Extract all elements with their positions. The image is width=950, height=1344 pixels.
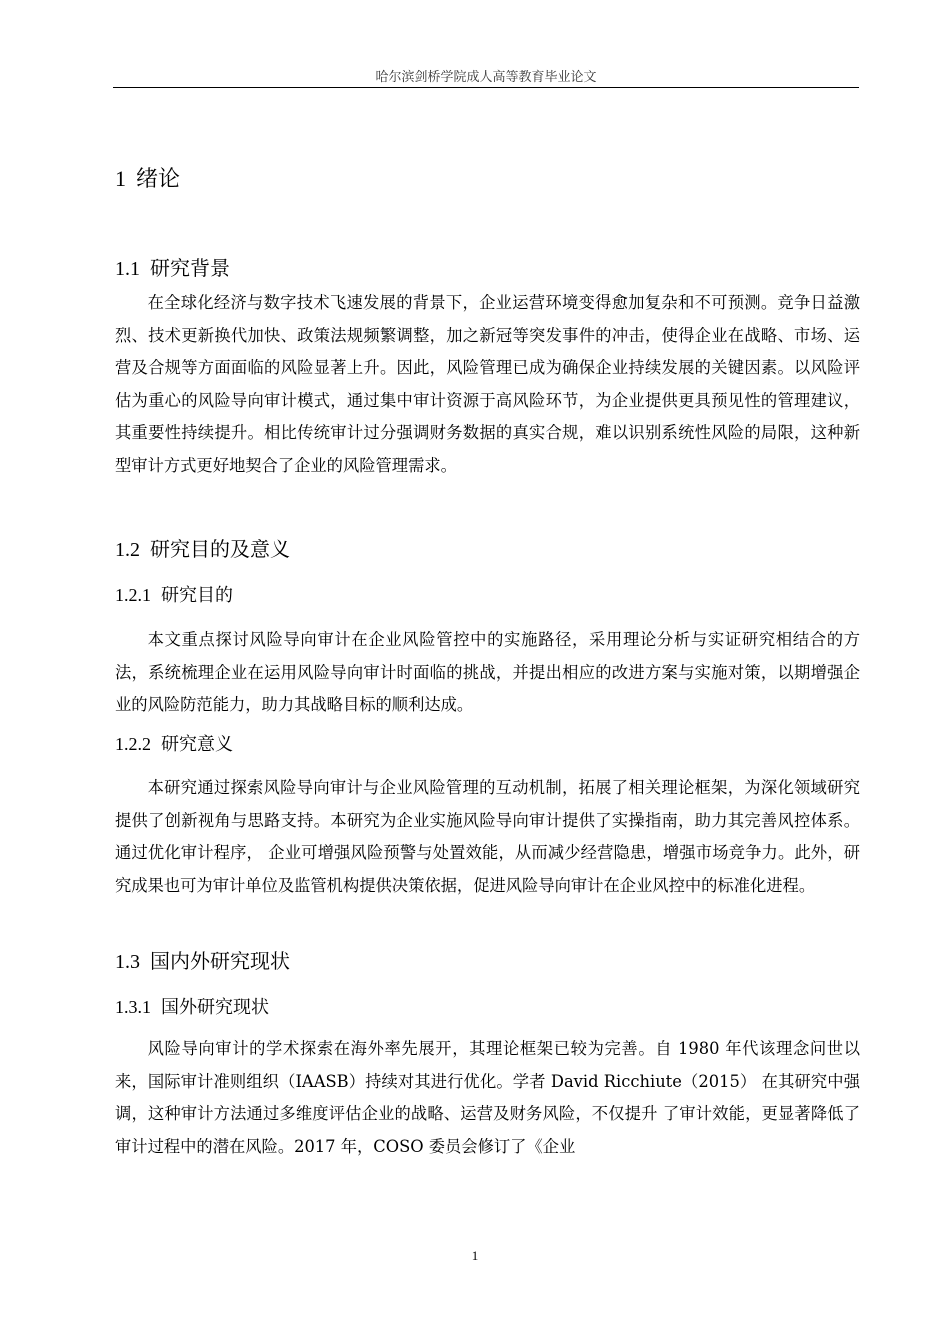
subsection-number: 1.2.1 <box>115 585 151 605</box>
subsection-title: 研究目的 <box>161 585 233 606</box>
subsection-heading-1-2-2 <box>115 730 233 756</box>
section-title: 研究目的及意义 <box>150 537 290 561</box>
paragraph-research-purpose: 本文重点探讨风险导向审计在企业风险管控中的实施路径，采用理论分析与实证研究相结合的方法，系统梳理企业在运用风险导向审计时面临的挑战，并提出相应的改进方案与实施对策，以期增强企业的风险防范能力，助力其战略目标的顺利达成。 <box>115 630 860 714</box>
chapter-number: 1 <box>115 166 126 191</box>
paragraph-research-significance: 本研究通过探索风险导向审计与企业风险管理的互动机制，拓展了相关理论框架，为深化领域研究提供了创新视角与思路支持。本研究为企业实施风险导向审计提供了实操指南，助力其完善风控体系。通过优化审计程序， 企业可增强风险预警与处置效能，从而减少经营隐患，增强市场竞争力。此外，研究成果也可为审计单位及监管机构提供决策依据，促进风险导向审计在企业风控中的标准化进程。 <box>115 778 860 895</box>
subsection-heading-1-3-1 <box>115 993 269 1019</box>
section-number: 1.2 <box>115 539 140 561</box>
running-header: 哈尔滨剑桥学院成人高等教育毕业论文 <box>375 70 597 85</box>
subsection-title: 研究意义 <box>161 734 233 755</box>
page-number: 1 <box>471 1248 479 1263</box>
section-heading-1-3 <box>115 945 290 974</box>
section-heading-1-2 <box>115 533 290 562</box>
section-number: 1.1 <box>115 258 140 280</box>
subsection-number: 1.3.1 <box>115 997 151 1017</box>
subsection-number: 1.2.2 <box>115 734 151 754</box>
section-number: 1.3 <box>115 951 140 973</box>
section-title: 国内外研究现状 <box>150 949 290 973</box>
subsection-heading-1-2-1 <box>115 581 233 607</box>
chapter-heading <box>115 162 180 193</box>
header-rule <box>113 87 859 88</box>
section-title: 研究背景 <box>150 256 230 280</box>
paragraph-foreign-research: 风险导向审计的学术探索在海外率先展开，其理论框架已较为完善。自 1980 年代该理念问世以来，国际审计准则组织（IAASB）持续对其进行优化。学者 David Ricchiute（2015） 在其研究中强调，这种审计方法通过多维度评估企业的战略、运营及财务风险，不仅提升 了审计效能，更显著降低了审计过程中的潜在风险。2017 年，COSO 委员会修订了《企业 <box>115 1039 860 1156</box>
chapter-title: 绪论 <box>136 167 181 192</box>
paragraph-research-background: 在全球化经济与数字技术飞速发展的背景下，企业运营环境变得愈加复杂和不可预测。竞争日益激烈、技术更新换代加快、政策法规频繁调整，加之新冠等突发事件的冲击，使得企业在战略、市场、运营及合规等方面面临的风险显著上升。因此，风险管理已成为确保企业持续发展的关键因素。以风险评估为重心的风险导向审计模式，通过集中审计资源于高风险环节，为企业提供更具预见性的管理建议，其重要性持续提升。相比传统审计过分强调财务数据的真实合规，难以识别系统性风险的局限，这种新型审计方式更好地契合了企业的风险管理需求。 <box>115 293 860 475</box>
subsection-title: 国外研究现状 <box>161 997 269 1018</box>
section-heading-1-1 <box>115 252 230 281</box>
